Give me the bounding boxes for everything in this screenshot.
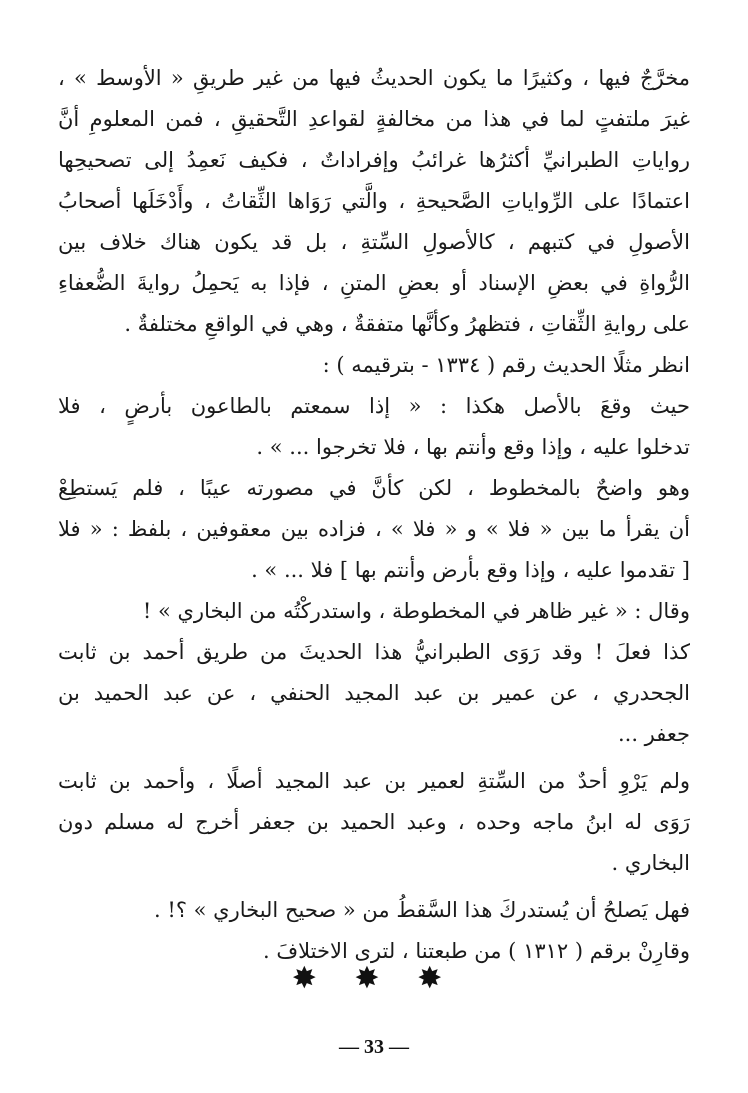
text-line: [ تقدموا عليه ، وإذا وقع بأرض وأنتم بها ] فلا ... » . <box>251 558 690 582</box>
text-line: وقال : « غير ظاهر في المخطوطة ، واستدركْتُه من البخاري » ! <box>142 599 690 623</box>
text-line: فهل يَصلحُ أن يُستدركَ هذا السَّقطُ من « صحيح البخاري » ؟! . <box>154 898 690 922</box>
section-ornament: ✸ ✸ ✸ <box>291 961 457 996</box>
text-line: حيث وقعَ بالأصل هكذا : « إذا سمعتم بالطاعون بأرضٍ ، فلا <box>58 394 690 418</box>
text-line: تدخلوا عليه ، وإذا وقع وأنتم بها ، فلا تخرجوا ... » . <box>256 435 690 459</box>
text-line: الجحدري ، عن عمير بن عبد المجيد الحنفي ، عن عبد الحميد بن <box>58 681 690 705</box>
text-line: ولم يَرْوِ أحدٌ من السِّتةِ لعمير بن عبد المجيد أصلًا ، وأحمد بن ثابت <box>58 769 690 793</box>
text-line: غيرَ ملتفتٍ لما في هذا من مخالفةٍ لقواعدِ التَّحقيقِ ، فمن المعلومِ أنَّ <box>58 107 690 131</box>
text-line: على روايةِ الثِّقاتِ ، فتظهرُ وكأنَّها متفقةٌ ، وهي في الواقعِ مختلفةٌ . <box>124 312 690 336</box>
text-line: الأصولِ في كتبهم ، كالأصولِ السِّتةِ ، بل قد يكون هناك خلاف بين <box>58 230 690 254</box>
text-line: كذا فعلَ ! وقد رَوَى الطبرانيُّ هذا الحديثَ من طريق أحمد بن ثابت <box>58 640 690 664</box>
text-line: الرُّواةِ في بعضِ الإسناد أو بعضِ المتنِ ، فإذا به يَحمِلُ روايةَ الضُّعفاءِ <box>58 271 690 295</box>
text-line: انظر مثلًا الحديث رقم ( ١٣٣٤ - بترقيمه ) : <box>322 353 690 377</box>
text-line: أن يقرأ ما بين « فلا » و « فلا » ، فزاده بين معقوفين ، بلفظ : « فلا <box>58 517 690 541</box>
text-line: اعتمادًا على الرِّواياتِ الصَّحيحةِ ، والَّتي رَوَاها الثِّقاتُ ، وأَدْخَلَها أصحابُ <box>58 189 690 213</box>
text-line: رواياتِ الطبرانيِّ أكثرُها غرائبُ وإفراداتٌ ، فكيف نَعمِدُ إلى تصحيحِها <box>58 148 690 172</box>
text-line: مخرَّجٌ فيها ، وكثيرًا ما يكون الحديثُ فيها من غير طريقِ « الأوسط » ، <box>58 66 690 90</box>
text-line: وقارِنْ برقم ( ١٣١٢ ) من طبعتنا ، لترى الاختلافَ . <box>263 939 690 963</box>
text-line: رَوَى له ابنُ ماجه وحده ، وعبد الحميد بن جعفر أخرج له مسلم دون <box>58 810 690 834</box>
text-line: جعفر ... <box>617 722 690 746</box>
page-number: — 33 — <box>339 1036 409 1058</box>
text-line: وهو واضحٌ بالمخطوط ، لكن كأنَّ في مصورته عيبًا ، فلم يَستطِعْ <box>58 476 690 500</box>
page-body <box>58 58 690 972</box>
text-line: البخاري . <box>611 851 690 875</box>
